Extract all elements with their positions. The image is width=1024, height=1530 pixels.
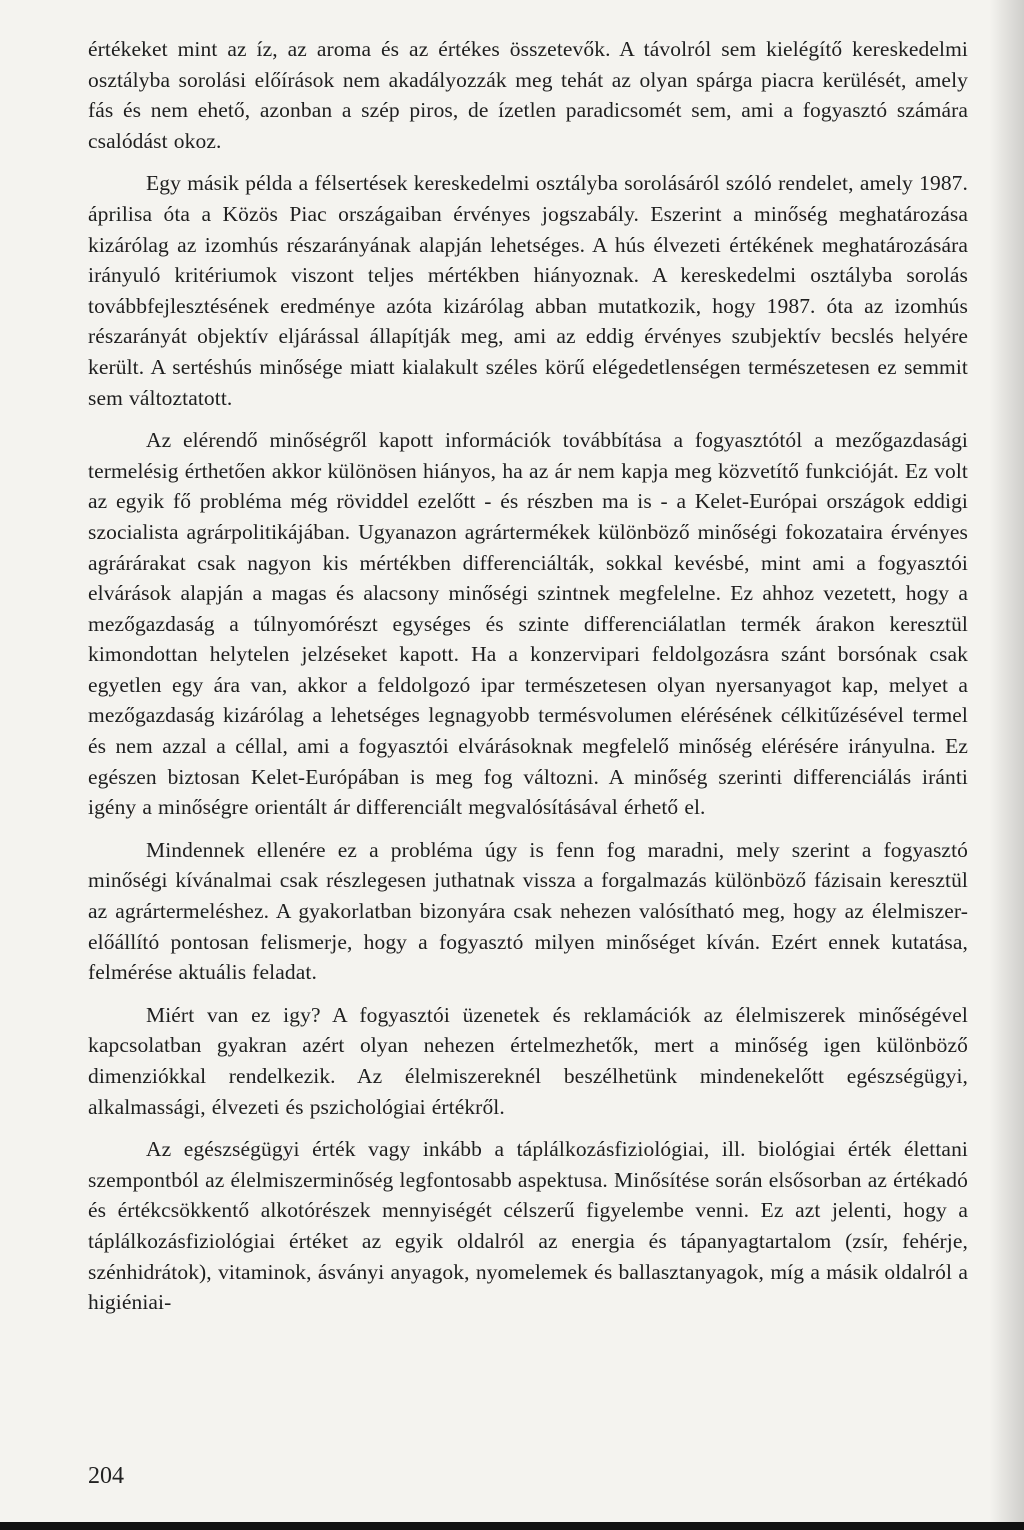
page-edge-shadow — [990, 0, 1024, 1530]
paragraph-2: Egy másik példa a félsertések kereskedelmi osztályba sorolásáról szóló rendelet, amely 1987. áprilisa óta a Közös Piac országaiban érvényes jogszabály. Eszerint a minőség meghatározása kizárólag az izomhús részarányának alapján lehetséges. A hús élvezeti értékének meghatározására irányuló kritériumok viszont teljes mértékben hiányoznak. A kereskedelmi osztályba sorolás továbbfejlesztésének eredménye azóta kizárólag abban mutatkozik, hogy 1987. óta az izomhús részarányát objektív eljárással állapítják meg, ami az eddig érvényes szubjektív becslés helyére került. A sertéshús minősége miatt kialakult széles körű elégedetlenségen természetesen ez semmit sem változtatott. — [88, 171, 968, 410]
bottom-border — [0, 1522, 1024, 1530]
paragraph-3: Az elérendő minőségről kapott információk továbbítása a fogyasztótól a mezőgazdasági termelésig érthetően akkor különösen hiányos, ha az ár nem kapja meg közvetítő funkcióját. Ez volt az egyik fő probléma még röviddel ezelőtt - és részben ma is - a Kelet-Európai országok eddigi szocialista agrárpolitikájában. Ugyanazon agrártermékek különböző minőségi fokozataira érvényes agrárárakat csak nagyon kis mértékben differenciálták, sokkal kevésbé, mint ami a fogyasztói elvárások alapján a magas és alacsony minőségi szintnek megfelelne. Ez ahhoz vezetett, hogy a mezőgazdaság a túlnyomórészt egységes és szinte differenciálatlan termék árakon keresztül kimondottan helytelen jelzéseket kapott. Ha a konzervipari feldolgozásra szánt borsónak csak egyetlen egy ára van, akkor a feldolgozó ipar természetesen olyan nyersanyagot kap, melyet a mezőgazdaság kizárólag a lehetséges legnagyobb termésvolumen elérésének célkitűzésével termel és nem azzal a céllal, ami a fogyasztói elvárásoknak megfelelő minőség elérésére irányulna. Ez egészen biztosan Kelet-Európában is meg fog változni. A minőség szerinti differenciálás iránti igény a minőségre orientált ár differenciált megvalósításával érhető el. — [88, 428, 968, 820]
body-text — [88, 34, 968, 1330]
page-number: 204 — [88, 1463, 124, 1489]
paragraph-1: értékeket mint az íz, az aroma és az értékes összetevők. A távolról sem kielégítő kereskedelmi osztályba sorolási előírások nem akadályozzák meg tehát az olyan spárga piacra kerülését, amely fás és nem ehető, azonban a szép piros, de ízetlen paradicsomét sem, ami a fogyasztó számára csalódást okoz. — [88, 37, 968, 153]
paragraph-6: Az egészségügyi érték vagy inkább a táplálkozásfiziológiai, ill. biológiai érték élettani szempontból az élelmiszerminőség legfontosabb aspektusa. Minősítése során elsősorban az értékadó és értékcsökkentő alkotórészek mennyiségét célszerű figyelembe venni. Ez azt jelenti, hogy a táplálkozásfiziológiai értéket az egyik oldalról az energia és tápanyagtartalom (zsír, fehérje, szénhidrátok), vitaminok, ásványi anyagok, nyomelemek és ballasztanyagok, míg a másik oldalról a higiéniai- — [88, 1137, 968, 1315]
paragraph-5: Miért van ez igy? A fogyasztói üzenetek és reklamációk az élelmiszerek minőségével kapcsolatban gyakran azért olyan nehezen értelmezhetők, mert a minőség igen különböző dimenziókkal rendelkezik. Az élelmiszereknél beszélhetünk mindenekelőtt egészségügyi, alkalmassági, élvezeti és pszichológiai értékről. — [88, 1002, 968, 1119]
paragraph-4: Mindennek ellenére ez a probléma úgy is fenn fog maradni, mely szerint a fogyasztó minőségi kívánalmai csak részlegesen juthatnak vissza a forgalmazás különböző fázisain keresztül az agrártermeléshez. A gyakorlatban bizonyára csak nehezen valósítható meg, hogy az élelmiszer-előállító pontosan felismerje, hogy a fogyasztó milyen minőséget kíván. Ezért ennek kutatása, felmérése aktuális feladat. — [88, 837, 968, 985]
